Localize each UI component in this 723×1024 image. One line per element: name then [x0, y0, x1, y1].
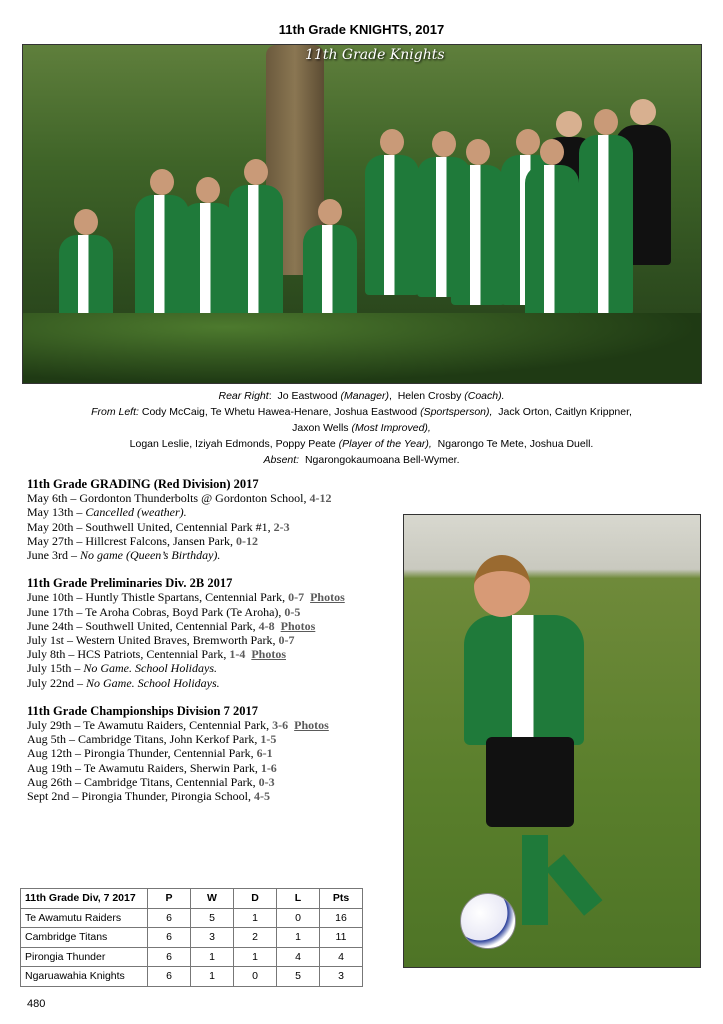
match-note: No Game. School Holidays.: [83, 661, 217, 676]
match-score: 4-5: [253, 789, 270, 804]
section-title: 11th Grade GRADING (Red Division) 2017: [27, 477, 259, 491]
match-score: 3-6: [272, 718, 289, 733]
column-header: L: [277, 889, 320, 909]
match-row: [27, 789, 407, 803]
coach-name: Helen Crosby: [397, 390, 462, 402]
player-leg: [546, 854, 603, 915]
match-score: 2-3: [273, 519, 290, 534]
match-score: 1-5: [260, 732, 277, 747]
page-number: 480: [27, 998, 46, 1010]
match-score: 0-5: [284, 604, 301, 619]
column-header: D: [234, 889, 277, 909]
manager-name: Jo Eastwood: [277, 390, 338, 402]
match-score: 0-12: [235, 533, 258, 548]
soccer-ball-icon: [460, 893, 516, 949]
stat-cell: 1: [191, 967, 234, 987]
match-row: [27, 775, 407, 789]
match-text: Aug 26th – Cambridge Titans, Centennial Park,: [27, 774, 256, 789]
stat-cell: 6: [148, 947, 191, 967]
team-name-cell: Cambridge Titans: [21, 928, 148, 948]
match-text: May 6th – Gordonton Thunderbolts @ Gordonton School,: [27, 491, 307, 506]
match-row: [27, 548, 407, 562]
team-name-cell: Ngaruawahia Knights: [21, 967, 148, 987]
person-player: [579, 135, 633, 315]
match-note: Cancelled (weather).: [85, 505, 187, 520]
match-text: June 24th – Southwell United, Centennial Park,: [27, 618, 256, 633]
player-names: Ngarongo Te Mete, Joshua Duell.: [437, 438, 594, 450]
stat-cell: 0: [234, 967, 277, 987]
column-header: 11th Grade Div, 7 2017: [21, 889, 148, 909]
match-note: No game (Queen’s Birthday).: [80, 548, 221, 563]
match-text: June 17th – Te Aroha Cobras, Boyd Park (Te Aroha),: [27, 604, 282, 619]
caption-label: From Left:: [91, 406, 139, 418]
column-header: Pts: [320, 889, 363, 909]
match-text: July 29th – Te Awamutu Raiders, Centennial Park,: [27, 718, 270, 733]
preliminaries-results: [27, 590, 407, 689]
photo-overlay-text: 11th Grade Knights: [305, 47, 445, 63]
coach-role: (Coach).: [464, 390, 505, 402]
player-leg: [522, 835, 548, 925]
stat-cell: 5: [191, 908, 234, 928]
match-score: 6-1: [256, 746, 273, 761]
match-text: July 15th –: [27, 661, 81, 676]
match-score: 0-7: [288, 590, 305, 605]
table-row: [21, 967, 363, 987]
stat-cell: 6: [148, 908, 191, 928]
match-row: [27, 676, 407, 690]
stat-cell: 2: [234, 928, 277, 948]
match-row: [27, 718, 407, 732]
manager-role: (Manager): [340, 390, 389, 402]
stat-cell: 1: [191, 947, 234, 967]
photos-link[interactable]: Photos: [310, 590, 345, 605]
table-row: [21, 908, 363, 928]
match-row: [27, 633, 407, 647]
player-head: [474, 555, 530, 617]
stat-cell: 4: [277, 947, 320, 967]
match-row: [27, 619, 407, 633]
grading-results: [27, 491, 407, 562]
foliage: [23, 313, 701, 383]
stat-cell: 5: [277, 967, 320, 987]
match-row: [27, 761, 407, 775]
match-text: June 3rd –: [27, 548, 77, 563]
match-row: [27, 520, 407, 534]
caption-line: [0, 436, 723, 452]
match-row: [27, 746, 407, 760]
match-text: Aug 12th – Pirongia Thunder, Centennial Park,: [27, 746, 254, 761]
photo-caption: [0, 388, 723, 468]
match-score: 0-7: [278, 633, 295, 648]
match-row: [27, 661, 407, 675]
section-title: 11th Grade Championships Division 7 2017: [27, 703, 258, 718]
caption-line: Rear Right: Jo Eastwood (Manager), Helen Crosby (Coach).: [218, 390, 505, 402]
person-player: [451, 165, 505, 305]
section-title: 11th Grade Preliminaries Div. 2B 2017: [27, 576, 233, 591]
stat-cell: 4: [320, 947, 363, 967]
caption-line: [0, 404, 723, 420]
match-row: [27, 590, 407, 604]
match-row: [27, 534, 407, 548]
match-text: May 20th – Southwell United, Centennial Park #1,: [27, 519, 271, 534]
player-names: Cody McCaig, Te Whetu Hawea-Henare, Joshua Eastwood: [141, 406, 418, 418]
match-score: 1-4: [229, 647, 246, 662]
caption-line: [0, 452, 723, 468]
page-title: 11th Grade KNIGHTS, 2017: [278, 22, 445, 37]
person-player: [365, 155, 419, 295]
caption-label: Rear Right: [218, 390, 269, 402]
action-photo: [403, 514, 701, 968]
team-photo: [22, 44, 702, 384]
caption-label: Absent:: [263, 454, 300, 466]
stat-cell: 6: [148, 928, 191, 948]
stat-cell: 16: [320, 908, 363, 928]
match-row: [27, 732, 407, 746]
photos-link[interactable]: Photos: [251, 647, 287, 662]
stat-cell: 11: [320, 928, 363, 948]
stat-cell: 1: [234, 908, 277, 928]
player-shorts: [486, 737, 574, 827]
caption-line: [0, 420, 723, 436]
stat-cell: 0: [277, 908, 320, 928]
match-text: May 13th –: [27, 505, 83, 520]
table-row: [21, 928, 363, 948]
table-header-row: [21, 889, 363, 909]
match-row: [27, 647, 407, 661]
stat-cell: 6: [148, 967, 191, 987]
team-name-cell: Pirongia Thunder: [21, 947, 148, 967]
team-name-cell: Te Awamutu Raiders: [21, 908, 148, 928]
match-text: May 27th – Hillcrest Falcons, Jansen Park,: [27, 533, 233, 548]
player-names: Jaxon Wells: [292, 422, 349, 434]
standings-body: [21, 908, 363, 986]
match-score: 0-3: [258, 774, 275, 789]
photos-link[interactable]: Photos: [294, 718, 329, 733]
match-row: [27, 605, 407, 619]
match-text: July 1st – Western United Braves, Bremworth Park,: [27, 633, 276, 648]
match-score: 4-8: [258, 618, 275, 633]
match-note: No Game. School Holidays.: [86, 675, 220, 690]
stat-cell: 3: [191, 928, 234, 948]
stat-cell: 3: [320, 967, 363, 987]
player-shirt: [464, 615, 584, 745]
championships-results: [27, 718, 407, 803]
match-row: [27, 505, 407, 519]
stat-cell: 1: [277, 928, 320, 948]
player-role: (Player of the Year),: [338, 438, 432, 450]
match-text: June 10th – Huntly Thistle Spartans, Centennial Park,: [27, 590, 286, 605]
standings-table: [20, 888, 363, 987]
match-score: 1-6: [260, 760, 277, 775]
photos-link[interactable]: Photos: [280, 618, 316, 633]
absent-name: Ngarongokaumoana Bell-Wymer.: [304, 454, 460, 466]
match-text: Aug 19th – Te Awamutu Raiders, Sherwin Park,: [27, 760, 258, 775]
player-role: (Most Improved),: [351, 422, 431, 434]
person-player: [303, 225, 357, 325]
stat-cell: 1: [234, 947, 277, 967]
column-header: P: [148, 889, 191, 909]
match-row: [27, 491, 407, 505]
person-player: [525, 165, 579, 325]
column-header: W: [191, 889, 234, 909]
season-schedule: [27, 477, 407, 803]
match-text: Sept 2nd – Pirongia Thunder, Pirongia School,: [27, 789, 251, 804]
player-role: (Sportsperson),: [420, 406, 493, 418]
match-text: Aug 5th – Cambridge Titans, John Kerkof Park,: [27, 732, 258, 747]
table-row: [21, 947, 363, 967]
match-text: July 8th – HCS Patriots, Centennial Park,: [27, 647, 227, 662]
match-text: July 22nd –: [27, 675, 84, 690]
player-names: Jack Orton, Caitlyn Krippner,: [498, 406, 632, 418]
player-names: Logan Leslie, Iziyah Edmonds, Poppy Peate: [129, 438, 336, 450]
match-score: 4-12: [309, 491, 332, 506]
